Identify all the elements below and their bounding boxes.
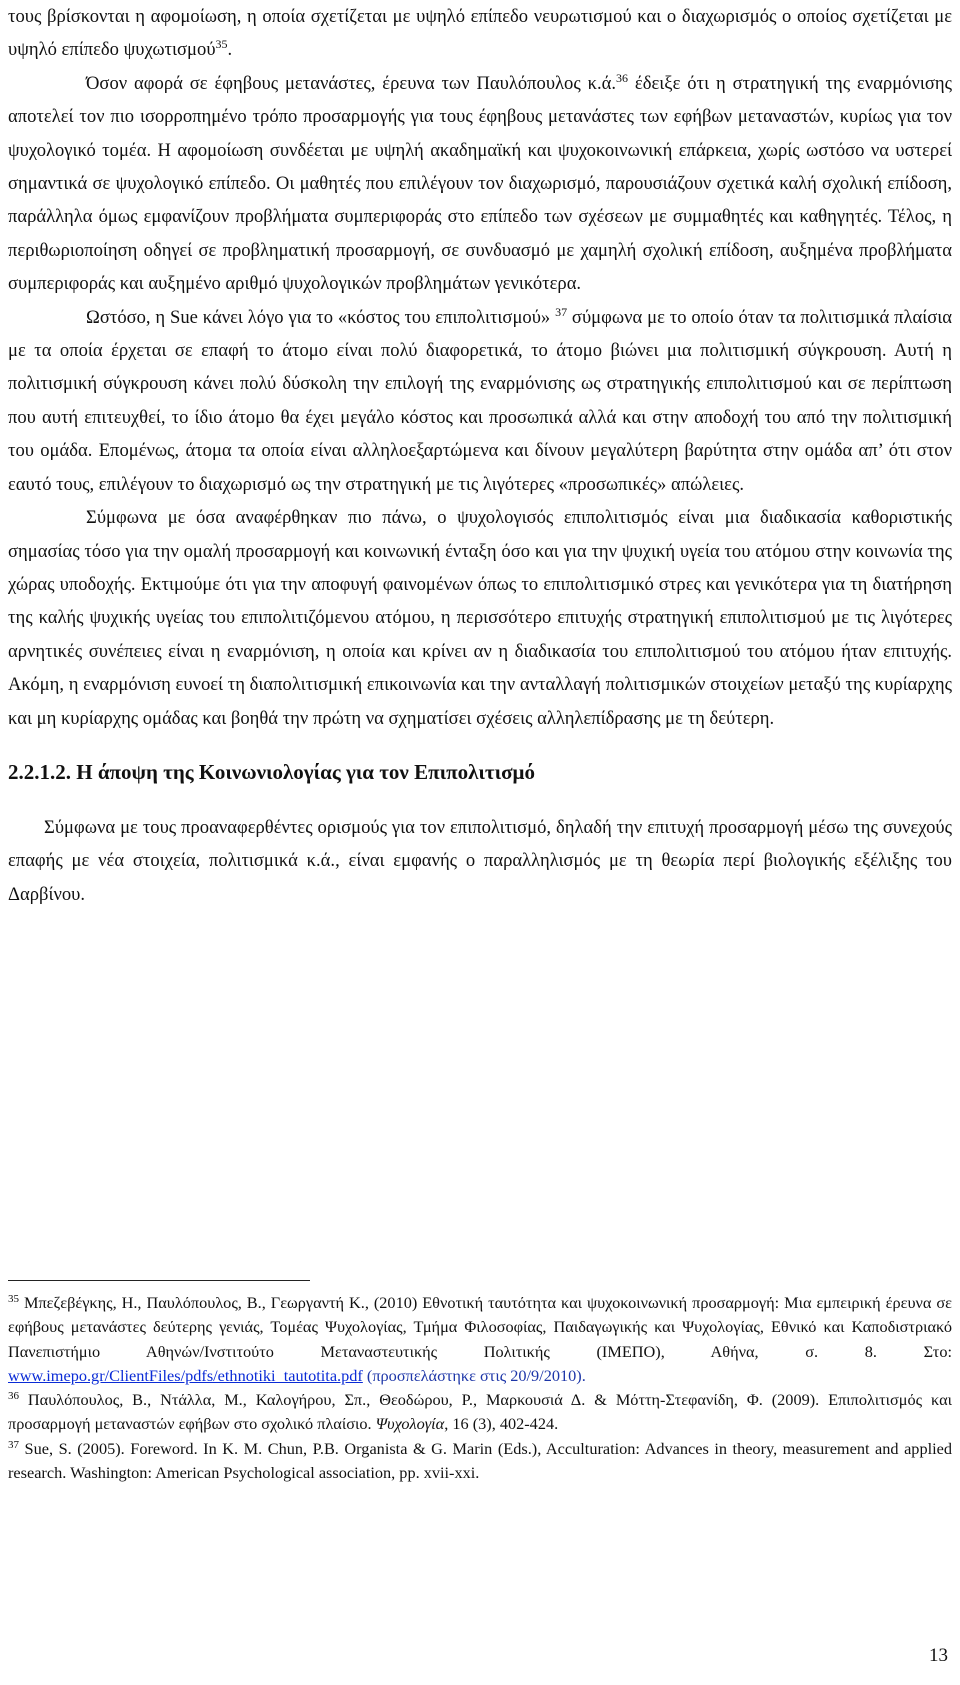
paragraph-3-text-a: Ωστόσο, η Sue κάνει λόγο για το «κόστος του επιπολιτισμού»: [86, 306, 556, 328]
paragraph-2-text-b: έδειξε ότι η στρατηγική της εναρμόνισης αποτελεί τον πιο ισορροπημένο τρόπο προσαρμογής για τους έφηβους μετανάστες των εφήβων μεταναστών, κυρίως για τον ψυχολογικό τομέα. Η αφομοίωση συνδέεται με υψηλή ακαδημαϊκή και ψυχοκοινωνική επάρκεια, χωρίς ωστόσο να υστερεί σημαντικά σε ψυχολογικό επίπεδο. Οι μαθητές που επιλέγουν τον διαχωρισμό, παρουσιάζουν σχετικά καλή σχολική επίδοση, παράλληλα όμως εμφανίζουν προβλήματα συμπεριφοράς στο επίπεδο των σχέσεων με συμμαθητές και καθηγητές. Τέλος, η περιθωριοποίηση οδηγεί σε προβληματική προσαρμογή, σε συνδυασμό με χαμηλή σχολική επίδοση, αυξημένα προβλήματα συμπεριφοράς και αυξημένο αριθμό ψυχολογικών προβλημάτων γενικότερα.: [8, 72, 952, 295]
footnote-36-text-b: , 16 (3), 402-424.: [444, 1414, 559, 1434]
footnote-35: [8, 1291, 952, 1388]
paragraph-5: Σύμφωνα με τους προαναφερθέντες ορισμούς για τον επιπολιτισμό, δηλαδή την επιτυχή προσαρμογή μέσω της συνεχούς επαφής με νέα στοιχεία, πολιτισμικά κ.ά., είναι εμφανής ο παραλληλισμός με τη θεωρία περί βιολογικής εξέλιξης του Δαρβίνου.: [8, 816, 952, 905]
footnote-35-access-note: (προσπελάστηκε στις 20/9/2010).: [362, 1365, 586, 1385]
paragraph-1: [8, 0, 952, 67]
footnote-37: [8, 1437, 952, 1486]
footnote-36-text-a: Παυλόπουλος, Β., Ντάλλα, Μ., Καλογήρου, Σπ., Θεοδώρου, Ρ., Μαρκουσιά Δ. & Μόττη-Στεφανίδη, Φ. (2009). Επιπολιτισμός και προσαρμογή μεταναστών εφήβων στο σχολικό πλαίσιο.: [8, 1390, 952, 1434]
spacer: [8, 735, 952, 757]
paragraph-1-text-b: .: [227, 39, 233, 61]
footnote-36: [8, 1388, 952, 1437]
footnote-ref-37[interactable]: 37: [555, 304, 568, 319]
paragraph-3-text-b: σύμφωνα με το οποίο όταν τα πολιτισμικά πλαίσια με τα οποία έρχεται σε επαφή το άτομο είναι πολύ διαφορετικά, το άτομο βιώνει μια πολιτισμική σύγκρουση. Αυτή η πολιτισμική σύγκρουση κάνει πολύ δύσκολη την επιλογή της εναρμόνισης ως στρατηγικής επιπολιτισμού και σε περίπτωση που αυτή επιτευχθεί, το ίδιο άτομο θα έχει μεγάλο κόστος και προσωπικά αλλά και στην αποδοχή του από την πολιτισμική του ομάδα. Επομένως, άτομα τα οποία είναι αλληλοεξαρτώμενα και δίνουν μεγαλύτερη βαρύτητα στην ομάδα απ’ ότι στον εαυτό τους, επιλέγουν το διαχωρισμό ως την στρατηγική με τις λιγότερες «προσωπικές» απώλειες.: [8, 306, 952, 495]
footnote-number: 35: [8, 1293, 19, 1305]
page-number: 13: [929, 1645, 948, 1666]
footnote-ref-36[interactable]: 36: [616, 70, 629, 85]
footnote-35-text: Μπεζεβέγκης, Η., Παυλόπουλος, Β., Γεωργαντή Κ., (2010) Εθνοτική ταυτότητα και ψυχοκοινωνική προσαρμογή: Μια εμπειρική έρευνα σε εφήβους μετανάστες δεύτερης γενιάς, Τομέας Ψυχολογίας, Τμήμα Φιλοσοφίας, Παιδαγωγικής και Ψυχολογίας, Εθνικό και Καποδιστριακό Πανεπιστήμιο Αθηνών/Ινστιτούτο Μεταναστευτικής Πολιτικής (ΙΜΕΠΟ), Αθήνα, σ. 8. Στο:: [8, 1293, 952, 1361]
paragraph-2-text-a: Όσον αφορά σε έφηβους μετανάστες, έρευνα των Παυλόπουλος κ.ά.: [86, 72, 617, 94]
spacer: [8, 787, 952, 811]
paragraph-1-text-a: τους βρίσκονται η αφομοίωση, η οποία σχετίζεται με υψηλό επίπεδο νευρωτισμού και ο διαχωρισμός ο οποίος σχετίζεται με υψηλό επίπεδο ψυχωτισμού: [8, 6, 952, 61]
footnote-35-link[interactable]: www.imepo.gr/ClientFiles/pdfs/ethnotiki_tautotita.pdf: [8, 1365, 363, 1385]
paragraph-2: [8, 67, 952, 301]
footnote-36-journal: Ψυχολογία: [375, 1414, 445, 1434]
footnote-37-text: Sue, S. (2005). Foreword. In K. M. Chun, P.B. Organista & G. Marin (Eds.), Acculturation: Advances in theory, measurement and applied research. Washington: American Psychological association, pp. xvii-xxi.: [8, 1438, 952, 1483]
section-heading: 2.2.1.2. Η άποψη της Κοινωνιολογίας για τον Επιπολιτισμό: [8, 759, 535, 784]
footnote-number: 37: [8, 1438, 19, 1451]
footnote-separator: [8, 1280, 310, 1281]
paragraph-3: [8, 301, 952, 501]
footnote-number: 36: [8, 1390, 19, 1403]
document-page: [8, 0, 952, 911]
footnotes-section: [8, 1280, 952, 1485]
footnote-ref-35[interactable]: 35: [215, 37, 228, 52]
paragraph-4: Σύμφωνα με όσα αναφέρθηκαν πιο πάνω, ο ψυχολογισός επιπολιτισμός είναι μια διαδικασία καθοριστικής σημασίας τόσο για την ομαλή προσαρμογή και κοινωνική ένταξη όσο και για την ψυχική υγεία του ατόμου στην κοινωνία της χώρας υποδοχής. Εκτιμούμε ότι για την αποφυγή φαινομένων όπως το επιπολιτισμικό στρες και γενικότερα για τη διατήρηση της καλής ψυχικής υγείας του επιπολιτιζόμενου ατόμου, η περισσότερο επιτυχής στρατηγική επιπολιτισμού με τις λιγότερες αρνητικές συνέπειες είναι η εναρμόνιση, η οποία και κρίνει αν η διαδικασία του επιπολιτισμού του ατόμου ήταν επιτυχής. Ακόμη, η εναρμόνιση ευνοεί τη διαπολιτισμική επικοινωνία και την ανταλλαγή πολιτισμικών στοιχείων μεταξύ της κυρίαρχης και μη κυρίαρχης ομάδας και βοηθά την πρώτη να σχηματίσει σχέσεις αλληλεπίδρασης με τη δεύτερη.: [8, 507, 952, 729]
